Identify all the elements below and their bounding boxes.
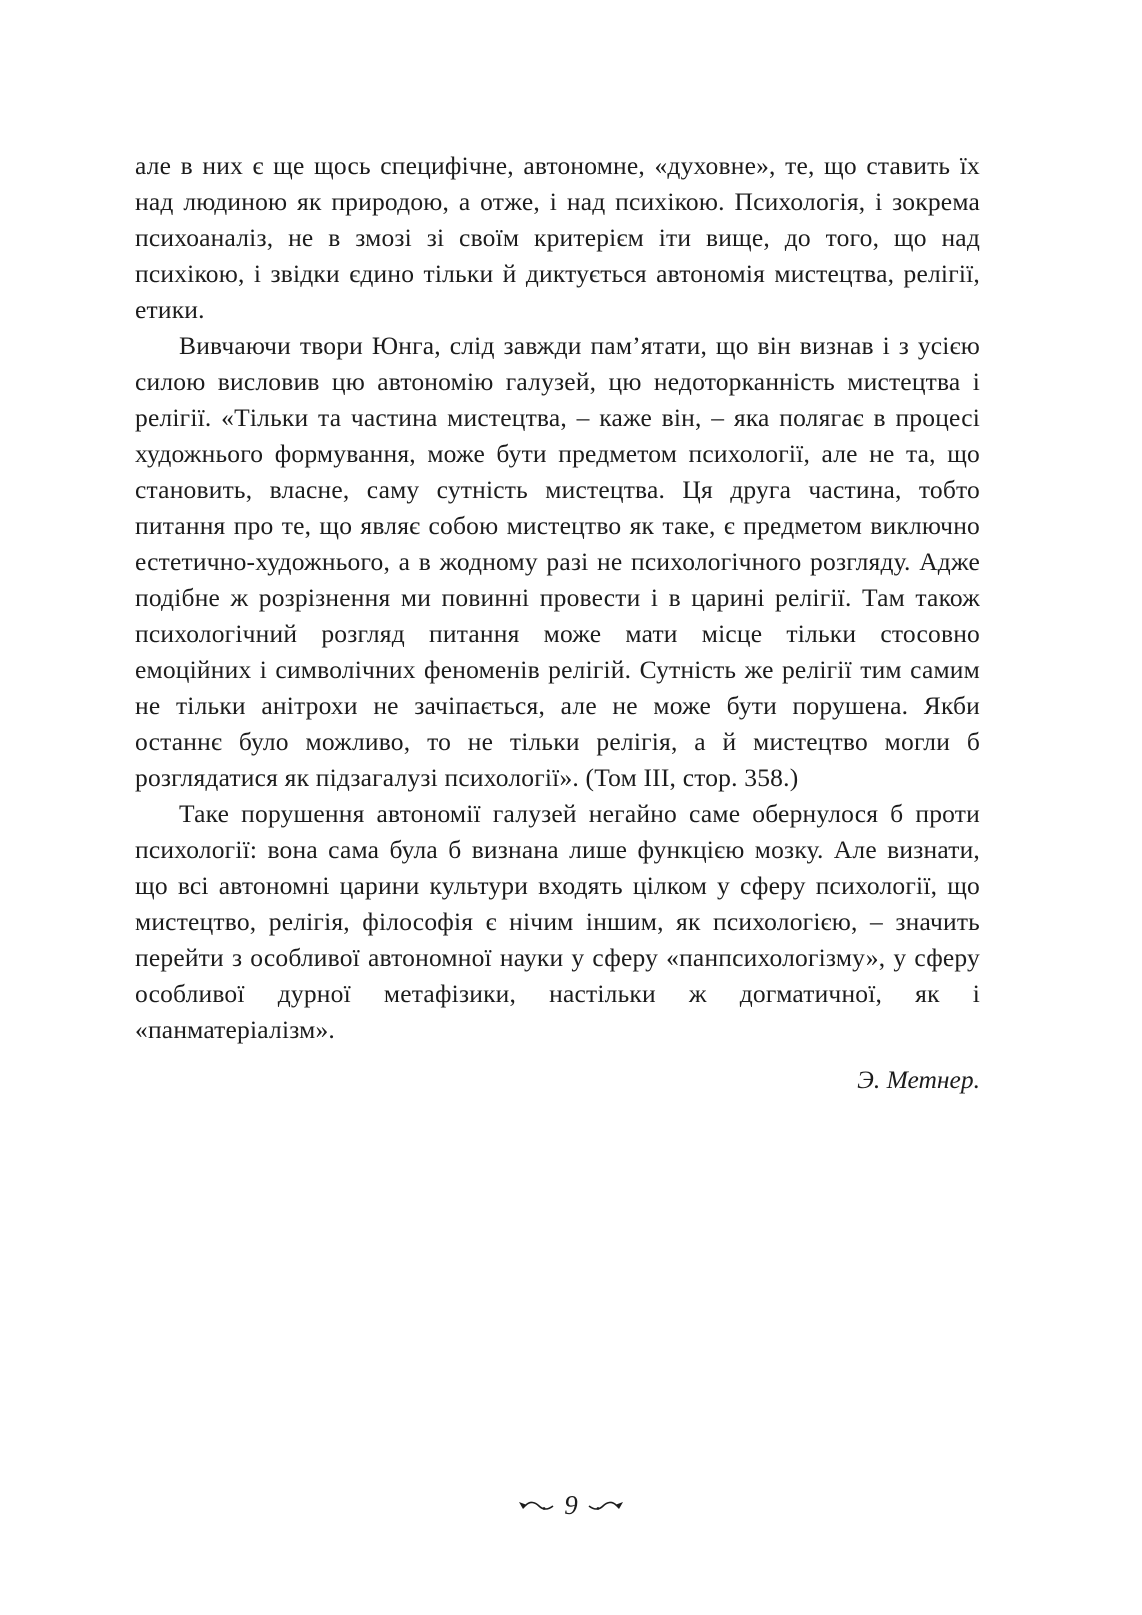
paragraph: Вивчаючи твори Юнга, слід завжди пам’ятати, що він визнав і з усією силою висловив цю автономію галузей, цю недоторканність мистецтва і релігії. «Тільки та частина мистецтва, – каже він, – яка полягає в процесі художнього формування, може бути предметом психології, але не та, що становить, власне, саму сутність мистецтва. Ця друга частина, тобто питання про те, що являє собою мистецтво як таке, є предметом виключно естетично-художнього, а в жодному разі не психологічного розгляду. Адже подібне ж розрізнення ми повинні провести і в царині релігії. Там також психологічний розгляд питання може мати місце тільки стосовно емоційних і символічних феноменів релігій. Сутність же релігії тим самим не тільки анітрохи не зачіпається, але не може бути порушена. Якби останнє було можливо, то не тільки релігія, а й мистецтво могли б розглядатися як підзагалузі психології». (Том III, стор. 358.) xyxy=(135,331,980,792)
author-signature: Э. Метнер. xyxy=(857,1065,980,1094)
page-number: 9 xyxy=(564,1490,578,1520)
paragraph-continuation: але в них є ще щось специфічне, автономне, «духовне», те, що ставить їх над людиною як природою, а отже, і над психікою. Психологія, і зокрема психоаналіз, не в змозі зі своїм критерієм іти вище, до того, що над психікою, і звідки єдино тільки й диктується автономія мистецтва, релігії, етики. xyxy=(135,151,980,324)
fleuron-left-icon xyxy=(518,1498,554,1514)
fleuron-right-icon xyxy=(588,1498,624,1514)
page-footer xyxy=(0,1490,1142,1521)
body-text xyxy=(135,148,980,1098)
paragraph: Таке порушення автономії галузей негайно саме обернулося б проти психології: вона сама була б визнана лише функцією мозку. Але визнати, що всі автономні царини культури входять цілком у сферу психології, що мистецтво, релігія, філософія є нічим іншим, як психологією, – значить перейти з особливої автономної науки у сферу «панпсихологізму», у сферу особливої дурної метафізики, настільки ж догматичної, як і «панматеріалізм». xyxy=(135,799,980,1044)
